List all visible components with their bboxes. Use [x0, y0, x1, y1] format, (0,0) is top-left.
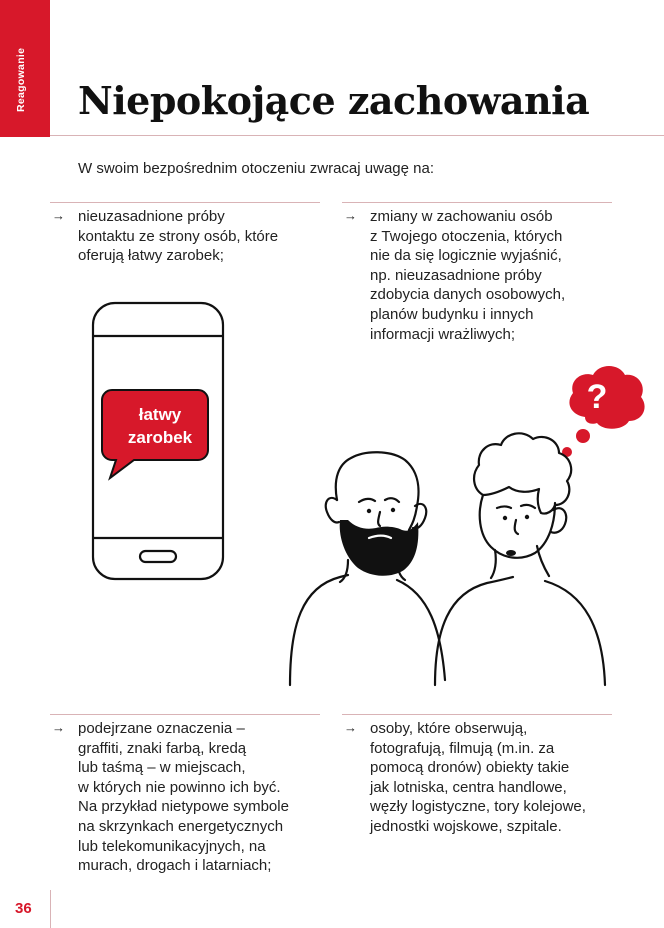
item-line: na skrzynkach energetycznych — [78, 817, 284, 835]
item-line: informacji wrażliwych; — [370, 325, 516, 343]
item-line: oferują łatwy zarobek; — [78, 247, 224, 265]
item-line: jak lotniska, centra handlowe, — [370, 778, 567, 796]
item-line: lub taśmą – w miejscach, — [78, 759, 246, 777]
item-line: np. nieuzasadnione próby — [370, 266, 542, 284]
bubble-text-line1: łatwy — [138, 405, 182, 424]
mouth-icon — [506, 550, 516, 556]
list-item-3 — [78, 719, 289, 876]
item-line: podejrzane oznaczenia – — [78, 720, 245, 737]
arrow-icon: → — [52, 720, 65, 735]
arrow-icon: → — [344, 720, 357, 735]
page-title: Niepokojące zachowania — [78, 78, 590, 123]
list-item-1 — [78, 207, 278, 266]
curly-man-figure — [435, 433, 605, 685]
footer-divider — [50, 890, 51, 928]
item-line: kontaktu ze strony osób, które — [78, 227, 279, 245]
section-tab — [0, 0, 50, 137]
item-line: pomocą dronów) obiekty takie — [370, 759, 570, 777]
page-number: 36 — [15, 900, 32, 917]
item-line: graffiti, znaki farbą, kredą — [78, 739, 247, 757]
item-line: nieuzasadnione próby — [78, 208, 225, 225]
section-label: Reagowanie — [15, 47, 27, 112]
list-item-2 — [370, 207, 565, 344]
item-line: Na przykład nietypowe symbole — [78, 798, 289, 816]
item-line: zdobycia danych osobowych, — [370, 286, 566, 304]
item-line: zmiany w zachowaniu osób — [370, 208, 553, 225]
item-divider — [342, 714, 612, 715]
question-mark: ? — [586, 378, 608, 416]
arrow-icon: → — [344, 208, 357, 223]
item-line: planów budynku i innych — [370, 305, 534, 323]
item-line: z Twojego otoczenia, których — [370, 227, 563, 245]
item-divider — [50, 202, 320, 203]
item-divider — [50, 714, 320, 715]
item-line: fotografują, filmują (m.in. za — [370, 739, 555, 757]
item-line: węzły logistyczne, tory kolejowe, — [370, 798, 586, 816]
item-line: osoby, które obserwują, — [370, 720, 528, 737]
item-line: murach, drogach i latarniach; — [78, 857, 272, 875]
item-divider — [342, 202, 612, 203]
home-button-icon — [140, 551, 176, 562]
list-item-4 — [370, 719, 586, 837]
item-line: nie da się logicznie wyjaśnić, — [370, 247, 562, 265]
phone-illustration — [88, 298, 230, 584]
item-line: jednostki wojskowe, szpitale. — [370, 817, 562, 835]
title-divider — [50, 135, 664, 136]
people-illustration — [285, 360, 645, 690]
bubble-text-line2: zarobek — [127, 428, 193, 447]
thought-bubble-icon — [562, 366, 645, 457]
arrow-icon: → — [52, 208, 65, 223]
intro-text: W swoim bezpośrednim otoczeniu zwracaj uwagę na: — [78, 160, 434, 177]
beard-icon — [340, 520, 419, 576]
item-line: w których nie powinno ich być. — [78, 778, 281, 796]
item-line: lub telekomunikacyjnych, na — [78, 837, 266, 855]
